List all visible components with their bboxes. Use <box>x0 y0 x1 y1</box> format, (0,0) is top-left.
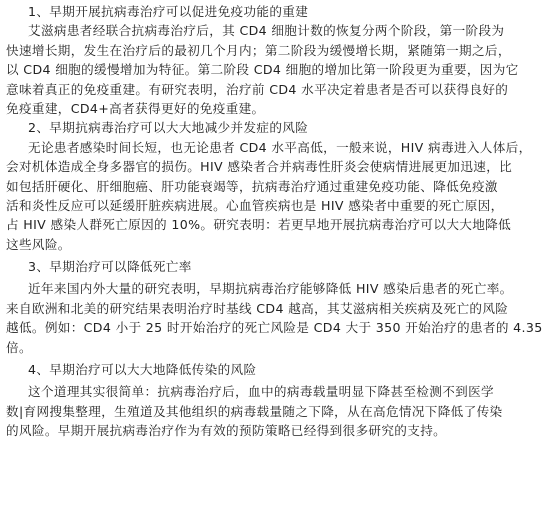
paragraph-line: 这些风险。 <box>6 236 71 252</box>
section-heading-3: 3、早期治疗可以降低死亡率 <box>28 259 192 275</box>
paragraph-line: 无论患者感染时间长短，也无论患者 CD4 水平高低，一般来说，HIV 病毒进入人体后， <box>28 139 532 155</box>
paragraph-line: 艾滋病患者经联合抗病毒治疗后，其 CD4 细胞计数的恢复分两个阶段，第一阶段为 <box>28 23 505 39</box>
paragraph-line: 近年来国内外大量的研究表明，早期抗病毒治疗能够降低 HIV 感染后患者的死亡率。 <box>28 281 513 297</box>
section-heading-2: 2、早期抗病毒治疗可以大大地减少并发症的风险 <box>28 120 309 136</box>
paragraph-line: 来自欧洲和北美的研究结果表明治疗时基线 CD4 越高，其艾滋病相关疾病及死亡的风险 <box>6 300 509 316</box>
paragraph-line: 免疫重建，CD4+高者获得更好的免疫重建。 <box>6 100 265 116</box>
paragraph-line: 意味着真正的免疫重建。有研究表明，治疗前 CD4 水平决定着患者是否可以获得良好的 <box>6 81 509 97</box>
paragraph-line: 倍。 <box>6 339 32 355</box>
paragraph-line: 活和炎性反应可以延缓肝脏疾病进展。心血管疾病也是 HIV 感染者中重要的死亡原因， <box>6 197 504 213</box>
paragraph-line: 如包括肝硬化、肝细胞癌、肝功能衰竭等，抗病毒治疗通过重建免疫功能、降低免疫激 <box>6 178 498 194</box>
paragraph-line: 快速增长期，发生在治疗后的最初几个月内；第二阶段为缓慢增长期，紧随第一期之后， <box>6 42 511 58</box>
paragraph-line: 以 CD4 细胞的缓慢增加为特征。第二阶段 CD4 细胞的增加比第一阶段更为重要，因为它 <box>6 62 519 78</box>
paragraph-line: 这个道理其实很简单：抗病毒治疗后，血中的病毒载量明显下降甚至检测不到医学 <box>28 384 494 400</box>
section-heading-4: 4、早期治疗可以大大地降低传染的风险 <box>28 362 257 378</box>
paragraph-line: 占 HIV 感染人群死亡原因的 10%。研究表明：若更早地开展抗病毒治疗可以大大地降低 <box>6 217 512 233</box>
paragraph-line: 的风险。早期开展抗病毒治疗作为有效的预防策略已经得到很多研究的支持。 <box>6 423 447 439</box>
paragraph-line: 数|育网搜集整理，生殖道及其他组织的病毒载量随之下降，从在高危情况下降低了传染 <box>6 403 503 419</box>
section-heading-1: 1、早期开展抗病毒治疗可以促进免疫功能的重建 <box>28 4 309 19</box>
paragraph-line: 会对机体造成全身多器官的损伤。HIV 感染者合并病毒性肝炎会使病情进展更加迅速，比 <box>6 159 513 175</box>
paragraph-line: 越低。例如：CD4 小于 25 时开始治疗的死亡风险是 CD4 大于 350 开始治疗的患者的 4.35 <box>6 320 543 336</box>
